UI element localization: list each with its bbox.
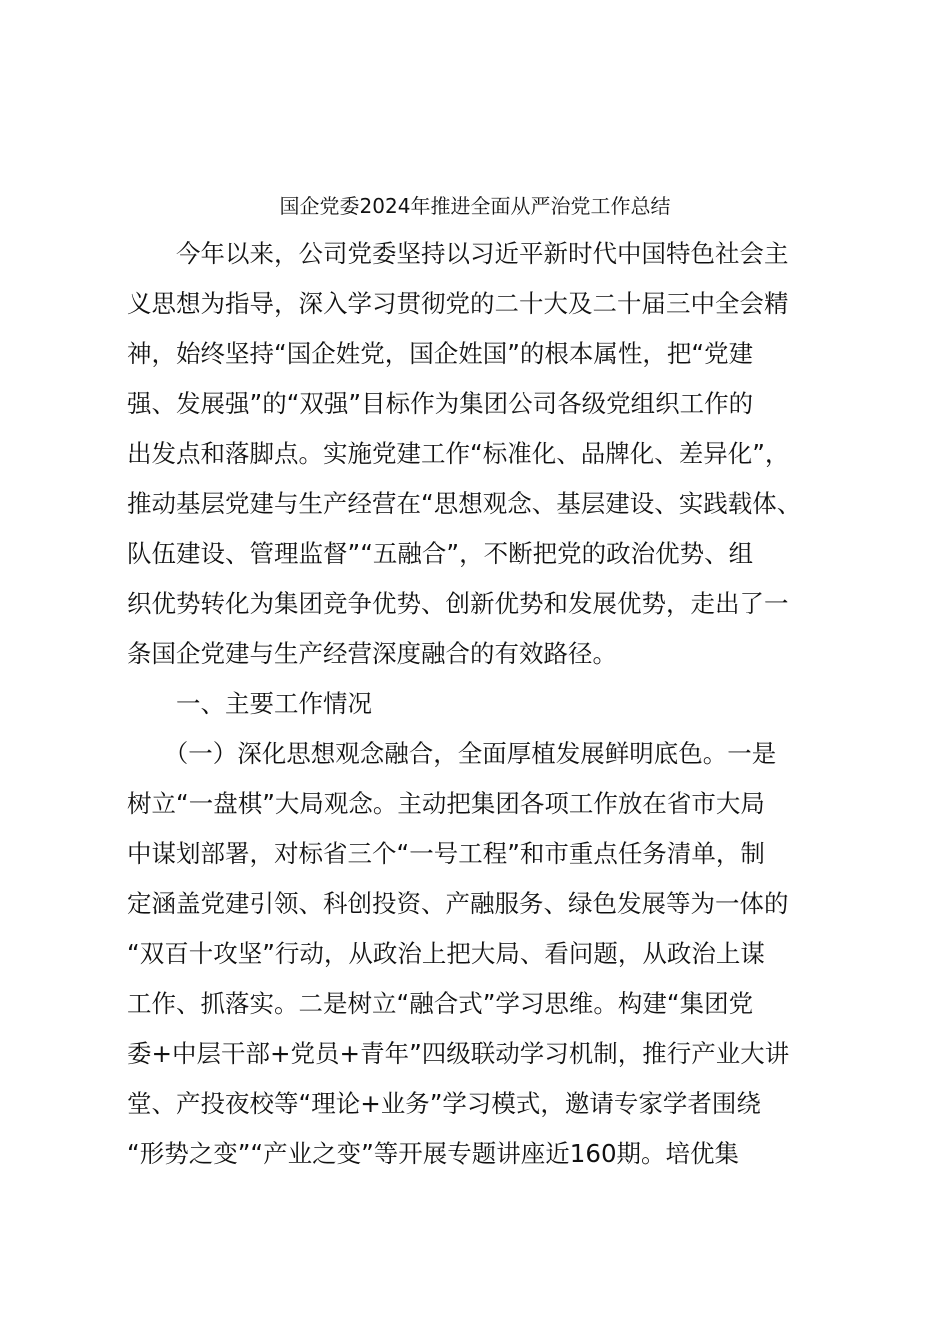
- paragraph-line: 神，始终坚持“国企姓党，国企姓国”的根本属性，把“党建: [127, 339, 754, 368]
- section-heading: 一、主要工作情况: [127, 689, 372, 718]
- paragraph-line: 工作、抓落实。二是树立“融合式”学习思维。构建“集团党: [127, 989, 754, 1018]
- paragraph-line: 委+中层干部+党员+青年”四级联动学习机制，推行产业大讲: [127, 1039, 790, 1068]
- paragraph-line: 堂、产投夜校等“理论+业务”学习模式，邀请专家学者围绕: [127, 1089, 761, 1118]
- paragraph-line: 中谋划部署，对标省三个“一号工程”和市重点任务清单，制: [127, 839, 765, 868]
- paragraph-line: 义思想为指导，深入学习贯彻党的二十大及二十届三中全会精: [127, 289, 789, 318]
- paragraph-line: 今年以来，公司党委坚持以习近平新时代中国特色社会主: [127, 239, 789, 268]
- paragraph-line: 出发点和落脚点。实施党建工作“标准化、品牌化、差异化”，: [127, 439, 790, 468]
- paragraph-line: “双百十攻坚”行动，从政治上把大局、看问题，从政治上谋: [127, 939, 765, 968]
- paragraph-line: 推动基层党建与生产经营在“思想观念、基层建设、实践载体、: [127, 489, 802, 518]
- paragraph-line: （一）深化思想观念融合，全面厚植发展鲜明底色。一是: [127, 739, 777, 768]
- paragraph-line: 条国企党建与生产经营深度融合的有效路径。: [127, 639, 617, 668]
- paragraph-line: 织优势转化为集团竞争优势、创新优势和发展优势，走出了一: [127, 589, 789, 618]
- paragraph-line: “形势之变”“产业之变”等开展专题讲座近160期。培优集: [127, 1139, 740, 1168]
- paragraph-line: 树立“一盘棋”大局观念。主动把集团各项工作放在省市大局: [127, 789, 765, 818]
- document-title: 国企党委2024年推进全面从严治党工作总结: [279, 194, 671, 218]
- paragraph-line: 定涵盖党建引领、科创投资、产融服务、绿色发展等为一体的: [127, 889, 789, 918]
- paragraph-line: 强、发展强”的“双强”目标作为集团公司各级党组织工作的: [127, 389, 754, 418]
- paragraph-line: 队伍建设、管理监督”“五融合”，不断把党的政治优势、组: [127, 539, 754, 568]
